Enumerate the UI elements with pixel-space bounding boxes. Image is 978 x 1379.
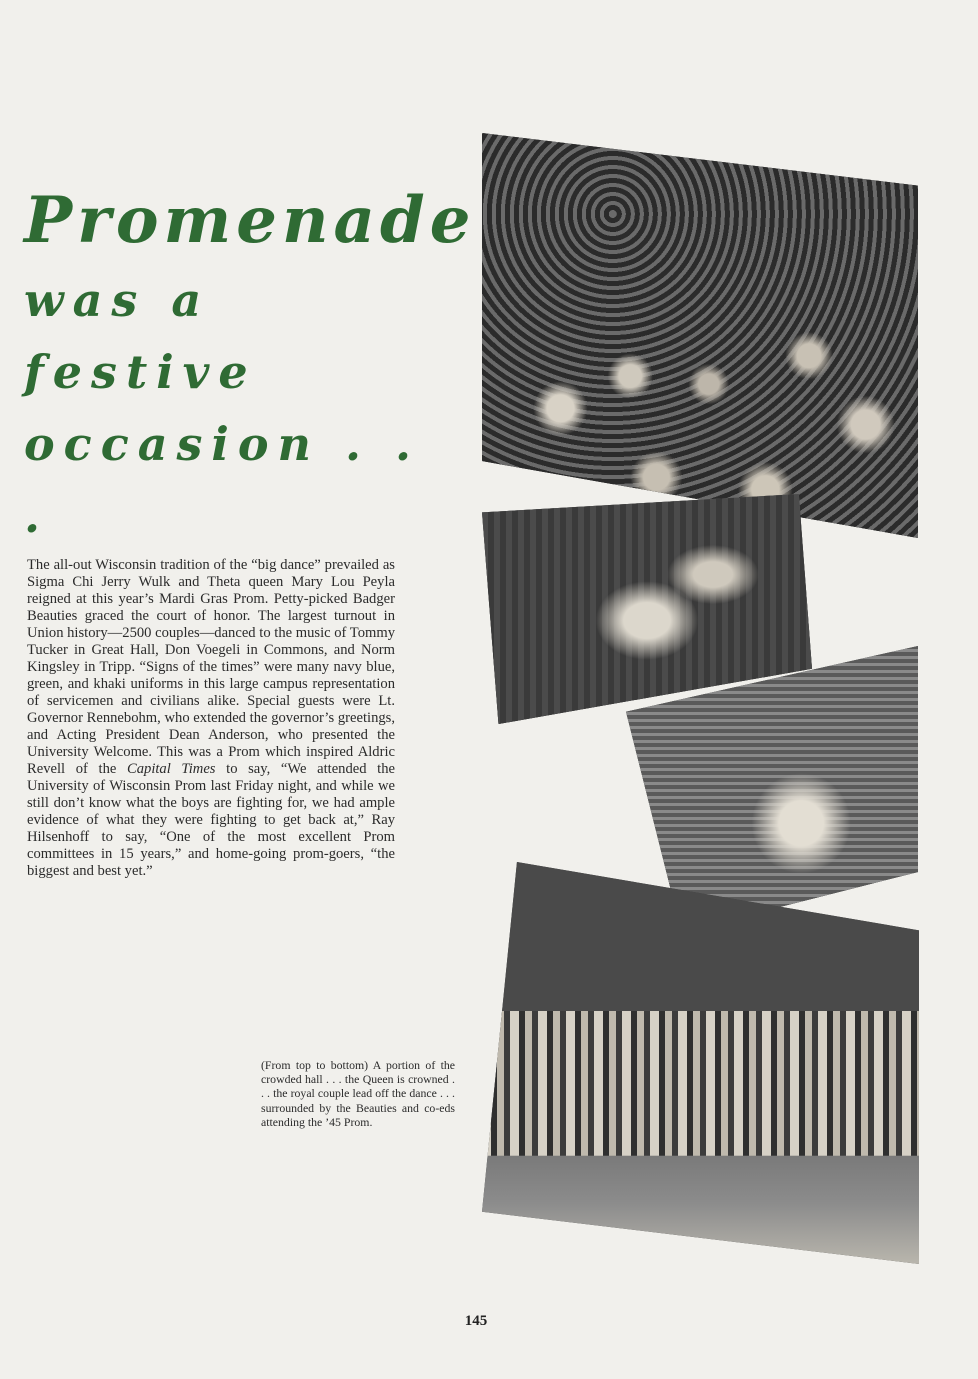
title-line-1: Promenade xyxy=(24,183,476,258)
article-text-1: The all-out Wisconsin tradition of the “big dance” prevailed as Sigma Chi Jerry Wulk and Theta queen Mary Lou Peyla reigned at this year’s Mardi Gras Prom. Petty-picked Badger Beauties graced the court of honor. The largest turnout in Union history—2500 couples—danced to the music of Tommy Tucker in Great Hall, Don Voegeli in Commons, and Norm Kingsley in Tripp. “Signs of the times” were many navy blue, green, and khaki uniforms in this large campus representation of servicemen and civilians alike. Special guests were Lt. Governor Rennebohm, who extended the governor’s greetings, and Acting President Dean Anderson, who presented the University Welcome. This was a Prom which inspired Aldric Revell of the xyxy=(27,557,395,777)
title-line-2: was a festive xyxy=(24,273,257,399)
title-line-3: occasion . . . xyxy=(24,417,421,543)
photo-beauties-and-coeds xyxy=(482,862,919,1264)
page-title xyxy=(24,178,476,552)
photo-caption: (From top to bottom) A portion of the crowded hall . . . the Queen is crowned . . . the royal couple lead off the dance . . . surrounded by the Beauties and co-eds attending the ’45 Prom. xyxy=(261,1058,455,1129)
photo-crowded-hall xyxy=(482,133,918,538)
article-text-2: to say, “We attended the University of Wisconsin Prom last Friday night, and while we still don’t know what the boys are fighting for, we had ample evidence of what they were fighting to get back at,” Ray Hilsenhoff to say, “One of the most excellent Prom committees in 15 years,” and home-going prom-goers, “the biggest and best yet.” xyxy=(27,761,396,879)
page-number: 145 xyxy=(464,1313,488,1329)
article-body xyxy=(27,557,395,880)
newspaper-name: Capital Times xyxy=(127,761,216,777)
